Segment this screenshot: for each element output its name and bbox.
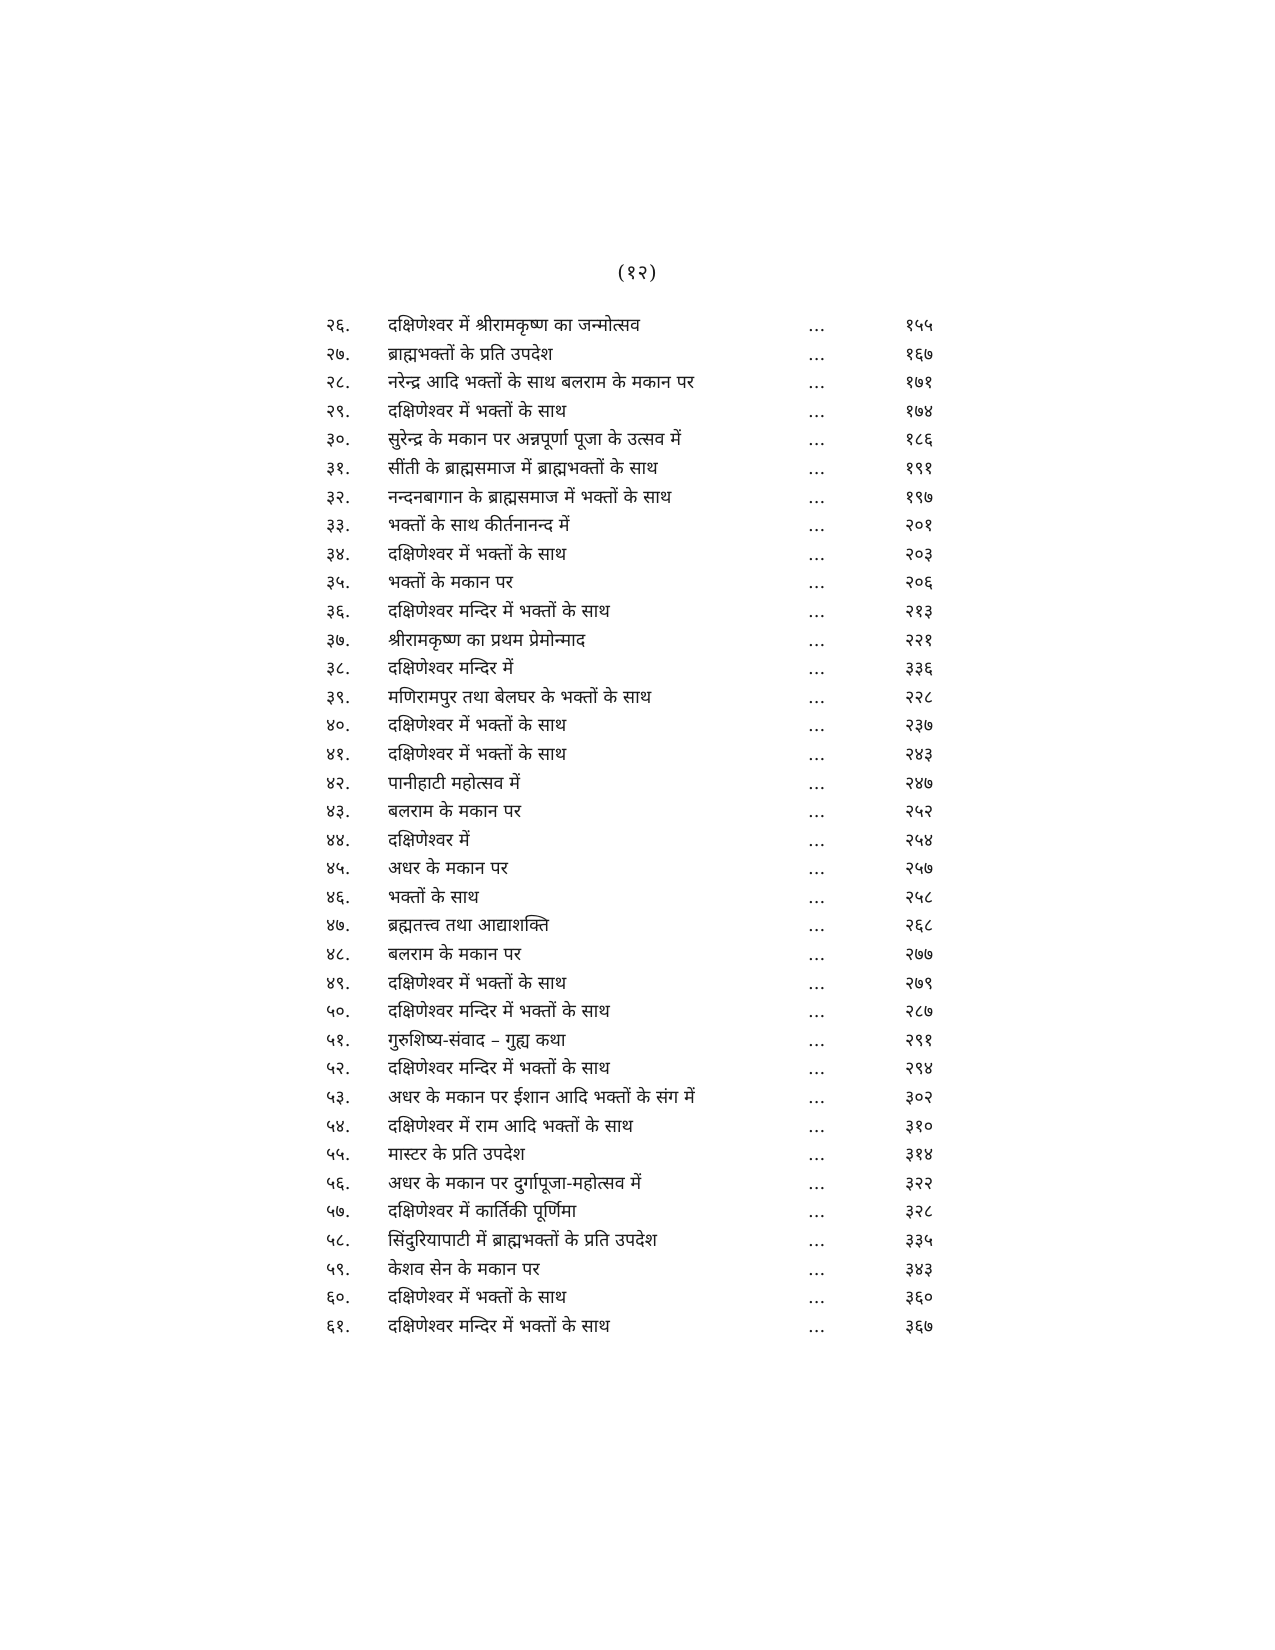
- entry-leader-dots: ...: [808, 1144, 826, 1166]
- entry-number: ५९.: [326, 1258, 351, 1280]
- entry-page-number: १७४: [905, 400, 934, 422]
- entry-leader-dots: ...: [808, 829, 826, 851]
- entry-page-number: २२१: [905, 629, 934, 651]
- toc-entry: [0, 627, 1275, 656]
- entry-number: ३६.: [326, 600, 351, 622]
- toc-entry: [0, 1141, 1275, 1170]
- entry-page-number: ३३६: [905, 658, 934, 680]
- entry-page-number: २७७: [905, 944, 934, 966]
- entry-number: ४३.: [326, 801, 351, 823]
- toc-entry: [0, 770, 1275, 799]
- entry-number: ५३.: [326, 1087, 351, 1109]
- entry-title: दक्षिणेश्वर में भक्तों के साथ: [388, 743, 567, 765]
- entry-leader-dots: ...: [808, 1287, 826, 1309]
- entry-page-number: १७१: [905, 372, 934, 394]
- entry-page-number: ३१०: [905, 1115, 934, 1137]
- toc-entry: [0, 1313, 1275, 1342]
- entry-number: ३०.: [326, 429, 351, 451]
- entry-title: भक्तों के साथ कीर्तनानन्द में: [388, 515, 570, 537]
- entry-title: बलराम के मकान पर: [388, 801, 522, 823]
- entry-title: दक्षिणेश्वर में भक्तों के साथ: [388, 400, 567, 422]
- entry-title: भक्तों के मकान पर: [388, 572, 514, 594]
- entry-number: २९.: [326, 400, 351, 422]
- entry-number: ४९.: [326, 972, 351, 994]
- toc-entry: [0, 341, 1275, 370]
- entry-title: दक्षिणेश्वर में भक्तों के साथ: [388, 543, 567, 565]
- entry-page-number: २२८: [905, 686, 934, 708]
- entry-number: ३५.: [326, 572, 351, 594]
- entry-leader-dots: ...: [808, 400, 826, 422]
- entry-page-number: २९४: [905, 1058, 934, 1080]
- entry-leader-dots: ...: [808, 429, 826, 451]
- toc-entry: [0, 827, 1275, 856]
- entry-number: ४७.: [326, 915, 351, 937]
- entry-page-number: १९७: [905, 486, 934, 508]
- entry-leader-dots: ...: [808, 1058, 826, 1080]
- entry-page-number: २५८: [905, 886, 934, 908]
- entry-title: ब्रह्मतत्त्व तथा आद्याशक्ति: [388, 915, 549, 937]
- entry-title: सिंदुरियापाटी में ब्राह्मभक्तों के प्रति उपदेश: [388, 1230, 657, 1251]
- entry-page-number: २०१: [905, 515, 934, 537]
- entry-number: ५१.: [326, 1029, 351, 1051]
- entry-title: मणिरामपुर तथा बेलघर के भक्तों के साथ: [388, 686, 652, 708]
- entry-leader-dots: ...: [808, 915, 826, 937]
- entry-page-number: २१३: [905, 600, 934, 622]
- toc-entry: [0, 369, 1275, 398]
- entry-leader-dots: ...: [808, 629, 826, 651]
- entry-title: दक्षिणेश्वर मन्दिर में भक्तों के साथ: [388, 1058, 610, 1080]
- entry-leader-dots: ...: [808, 743, 826, 765]
- toc-entry: [0, 741, 1275, 770]
- toc-entry: [0, 998, 1275, 1027]
- entry-number: ३२.: [326, 486, 351, 508]
- entry-number: ५४.: [326, 1115, 351, 1137]
- entry-title: सींती के ब्राह्मसमाज में ब्राह्मभक्तों के साथ: [388, 457, 658, 479]
- entry-number: ५२.: [326, 1058, 351, 1080]
- entry-page-number: १८६: [905, 429, 934, 451]
- entry-leader-dots: ...: [808, 658, 826, 680]
- entry-leader-dots: ...: [808, 972, 826, 994]
- entry-number: ३३.: [326, 515, 351, 537]
- entry-leader-dots: ...: [808, 343, 826, 365]
- entry-leader-dots: ...: [808, 1315, 826, 1337]
- entry-leader-dots: ...: [808, 515, 826, 537]
- toc-entry: [0, 1256, 1275, 1285]
- entry-page-number: ३६०: [905, 1287, 934, 1309]
- entry-number: ४४.: [326, 829, 351, 851]
- entry-title: दक्षिणेश्वर में भक्तों के साथ: [388, 972, 567, 994]
- entry-title: मास्टर के प्रति उपदेश: [388, 1144, 525, 1166]
- entry-number: ३९.: [326, 686, 351, 708]
- entry-number: २७.: [326, 343, 351, 365]
- toc-entry: [0, 684, 1275, 713]
- toc-entry: [0, 312, 1275, 341]
- entry-title: अधर के मकान पर: [388, 858, 508, 880]
- entry-leader-dots: ...: [808, 572, 826, 594]
- entry-leader-dots: ...: [808, 600, 826, 622]
- entry-page-number: ३४३: [905, 1258, 934, 1280]
- entry-leader-dots: ...: [808, 1087, 826, 1109]
- toc-entry: [0, 1170, 1275, 1199]
- entry-leader-dots: ...: [808, 886, 826, 908]
- entry-number: ४८.: [326, 944, 351, 966]
- toc-entry: [0, 1055, 1275, 1084]
- entry-number: ५८.: [326, 1230, 351, 1251]
- toc-entry: [0, 1284, 1275, 1313]
- entry-leader-dots: ...: [808, 1201, 826, 1223]
- entry-title: अधर के मकान पर दुर्गापूजा-महोत्सव में: [388, 1172, 642, 1194]
- entry-page-number: २९१: [905, 1029, 934, 1051]
- entry-page-number: २०३: [905, 543, 934, 565]
- entry-leader-dots: ...: [808, 543, 826, 565]
- entry-page-number: ३६७: [905, 1315, 934, 1337]
- toc-entry: [0, 598, 1275, 627]
- entry-leader-dots: ...: [808, 1258, 826, 1280]
- entry-page-number: २०६: [905, 572, 934, 594]
- entry-number: ४६.: [326, 886, 351, 908]
- toc-entry: [0, 970, 1275, 999]
- entry-leader-dots: ...: [808, 315, 826, 336]
- entry-title: दक्षिणेश्वर में भक्तों के साथ: [388, 715, 567, 737]
- entry-title: केशव सेन के मकान पर: [388, 1258, 540, 1280]
- entry-page-number: २३७: [905, 715, 934, 737]
- entry-title: दक्षिणेश्वर में: [388, 829, 470, 851]
- entry-title: दक्षिणेश्वर मन्दिर में: [388, 658, 514, 680]
- toc-entry: [0, 398, 1275, 427]
- entry-leader-dots: ...: [808, 686, 826, 708]
- entry-number: ३७.: [326, 629, 351, 651]
- entry-leader-dots: ...: [808, 1230, 826, 1251]
- entry-title: नरेन्द्र आदि भक्तों के साथ बलराम के मकान पर: [388, 372, 695, 394]
- entry-page-number: ३२२: [905, 1172, 934, 1194]
- entry-page-number: २५२: [905, 801, 934, 823]
- entry-leader-dots: ...: [808, 1001, 826, 1023]
- entry-page-number: ३२८: [905, 1201, 934, 1223]
- entry-title: दक्षिणेश्वर मन्दिर में भक्तों के साथ: [388, 1001, 610, 1023]
- toc-entry: [0, 455, 1275, 484]
- entry-leader-dots: ...: [808, 1029, 826, 1051]
- toc-entry: [0, 884, 1275, 913]
- entry-page-number: २५४: [905, 829, 934, 851]
- entry-title: दक्षिणेश्वर मन्दिर में भक्तों के साथ: [388, 1315, 610, 1337]
- entry-leader-dots: ...: [808, 715, 826, 737]
- toc-entry: [0, 426, 1275, 455]
- entry-title: दक्षिणेश्वर में कार्तिकी पूर्णिमा: [388, 1201, 577, 1223]
- entry-number: ४०.: [326, 715, 351, 737]
- entry-page-number: १९१: [905, 457, 934, 479]
- entry-title: नन्दनबागान के ब्राह्मसमाज में भक्तों के साथ: [388, 486, 672, 508]
- page-number: (१२): [617, 260, 658, 284]
- entry-title: दक्षिणेश्वर में भक्तों के साथ: [388, 1287, 567, 1309]
- entry-page-number: १६७: [905, 343, 934, 365]
- toc-entry: [0, 1227, 1275, 1256]
- entry-page-number: २४३: [905, 743, 934, 765]
- entry-number: ५७.: [326, 1201, 351, 1223]
- entry-number: ५०.: [326, 1001, 351, 1023]
- entry-page-number: २४७: [905, 772, 934, 794]
- entry-number: ५६.: [326, 1172, 351, 1194]
- toc-entry: [0, 541, 1275, 570]
- entry-number: ३८.: [326, 658, 351, 680]
- entry-title: दक्षिणेश्वर मन्दिर में भक्तों के साथ: [388, 600, 610, 622]
- toc-entry: [0, 512, 1275, 541]
- entry-leader-dots: ...: [808, 944, 826, 966]
- entry-number: २८.: [326, 372, 351, 394]
- entry-page-number: २८७: [905, 1001, 934, 1023]
- table-of-contents: [0, 312, 1275, 1341]
- entry-title: भक्तों के साथ: [388, 886, 479, 908]
- entry-page-number: १५५: [905, 315, 934, 336]
- toc-entry: [0, 941, 1275, 970]
- entry-title: बलराम के मकान पर: [388, 944, 522, 966]
- toc-entry: [0, 1027, 1275, 1056]
- toc-entry: [0, 855, 1275, 884]
- entry-page-number: २७९: [905, 972, 934, 994]
- entry-page-number: २५७: [905, 858, 934, 880]
- toc-entry: [0, 484, 1275, 513]
- entry-page-number: ३०२: [905, 1087, 934, 1109]
- entry-number: ३४.: [326, 543, 351, 565]
- entry-number: ४२.: [326, 772, 351, 794]
- entry-leader-dots: ...: [808, 372, 826, 394]
- entry-page-number: २६८: [905, 915, 934, 937]
- entry-title: सुरेन्द्र के मकान पर अन्नपूर्णा पूजा के उत्सव में: [388, 429, 682, 451]
- entry-page-number: ३३५: [905, 1230, 934, 1251]
- toc-entry: [0, 1113, 1275, 1142]
- entry-leader-dots: ...: [808, 457, 826, 479]
- entry-title: दक्षिणेश्वर में श्रीरामकृष्ण का जन्मोत्सव: [388, 315, 640, 336]
- entry-title: गुरुशिष्य-संवाद – गुह्य कथा: [388, 1029, 566, 1051]
- entry-number: ४५.: [326, 858, 351, 880]
- entry-number: ५५.: [326, 1144, 351, 1166]
- toc-entry: [0, 1084, 1275, 1113]
- toc-entry: [0, 912, 1275, 941]
- entry-title: श्रीरामकृष्ण का प्रथम प्रेमोन्माद: [388, 629, 586, 651]
- entry-leader-dots: ...: [808, 1115, 826, 1137]
- entry-number: ३१.: [326, 457, 351, 479]
- entry-leader-dots: ...: [808, 801, 826, 823]
- toc-entry: [0, 798, 1275, 827]
- entry-number: ६०.: [326, 1287, 351, 1309]
- entry-number: ४१.: [326, 743, 351, 765]
- entry-title: पानीहाटी महोत्सव में: [388, 772, 521, 794]
- toc-entry: [0, 1198, 1275, 1227]
- entry-page-number: ३१४: [905, 1144, 934, 1166]
- entry-number: ६१.: [326, 1315, 351, 1337]
- entry-number: २६.: [326, 315, 351, 336]
- entry-leader-dots: ...: [808, 1172, 826, 1194]
- entry-leader-dots: ...: [808, 772, 826, 794]
- entry-leader-dots: ...: [808, 858, 826, 880]
- entry-title: दक्षिणेश्वर में राम आदि भक्तों के साथ: [388, 1115, 634, 1137]
- toc-entry: [0, 655, 1275, 684]
- entry-leader-dots: ...: [808, 486, 826, 508]
- toc-entry: [0, 712, 1275, 741]
- toc-entry: [0, 569, 1275, 598]
- entry-title: अधर के मकान पर ईशान आदि भक्तों के संग में: [388, 1087, 695, 1109]
- entry-title: ब्राह्मभक्तों के प्रति उपदेश: [388, 343, 553, 365]
